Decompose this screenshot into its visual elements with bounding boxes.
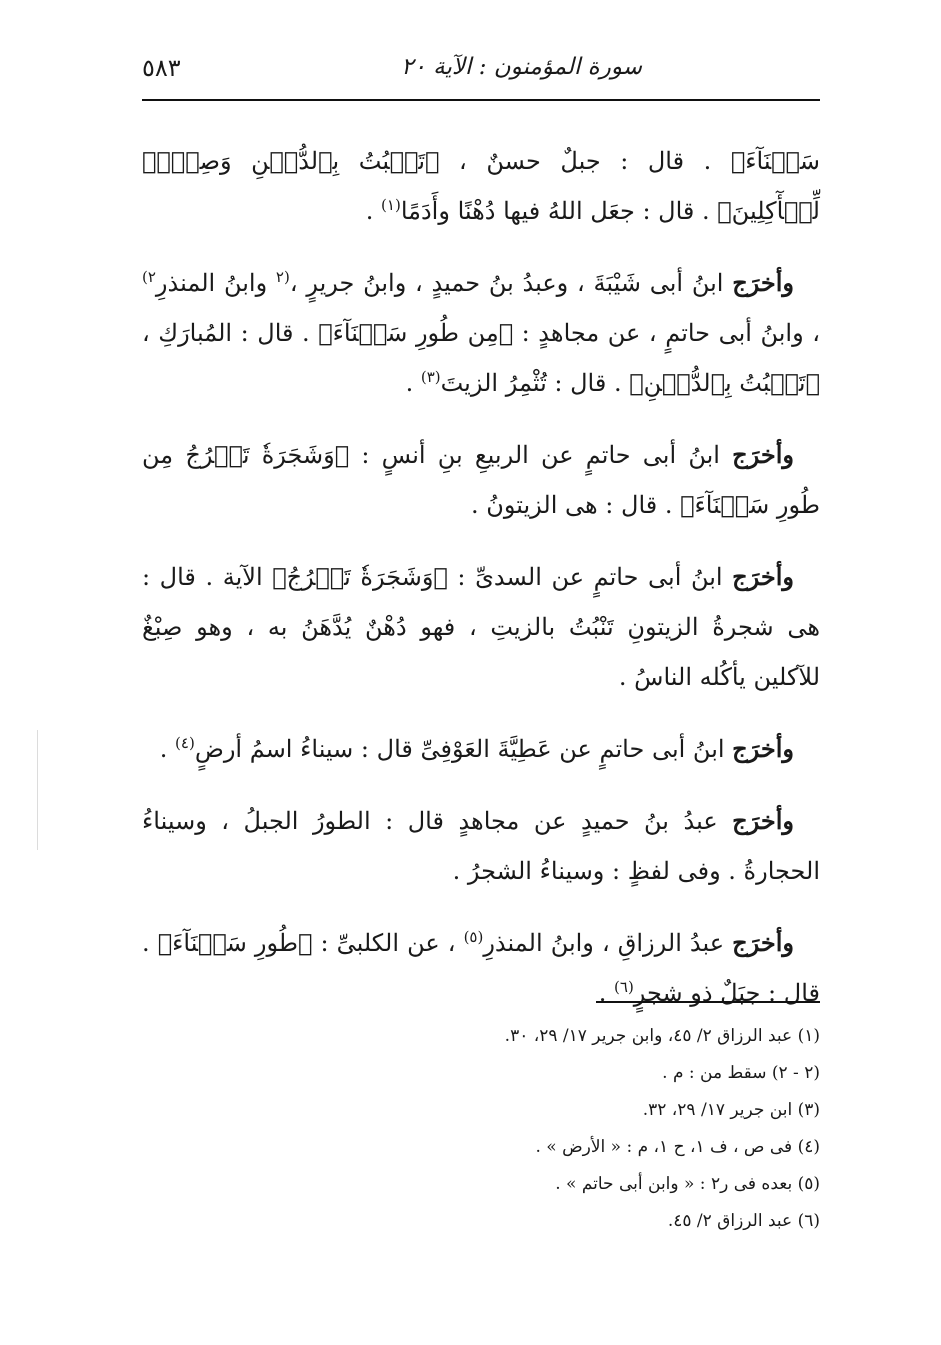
paragraph-4 [142, 552, 820, 702]
footnote-ref[interactable]: (٦) [614, 978, 634, 996]
paragraph-text: سَيۡنَآءَ﴾ . قال : جبلٌ حسنٌ ، ﴿تَنۢبُتُ بِٱلدُّهۡنِ وَصِبۡغٖ لِّلۡأٓكِلِينَ﴾ . قال : جعَل اللهُ فيها دُهْنًا وأَدَمًا [142, 147, 820, 225]
footnote-ref[interactable]: ٢) [142, 268, 156, 286]
paragraph-6 [142, 796, 820, 896]
page-number: ٥٨٣ [142, 54, 181, 82]
paragraph-lead: وأخرَج [732, 806, 794, 835]
header-divider [142, 99, 820, 101]
paragraph-text: . [598, 979, 615, 1007]
footnote-divider [596, 1001, 820, 1003]
paragraph-text: ابنُ أبى حاتمٍ عن الربيعِ بنِ أنسٍ : ﴿وَشَجَرَةٗ تَخۡرُجُ مِن طُورِ سَيۡنَآءَ﴾ . قال : هى الزيتونُ . [142, 441, 820, 519]
paragraph-text: ابنُ أبى شَيْبَةَ ، وعبدُ بنُ حميدٍ ، وابنُ جريرٍ ، [289, 269, 733, 297]
paragraph-text: ابنُ أبى حاتمٍ عن السدىِّ : ﴿وَشَجَرَةٗ تَخۡرُجُ﴾ الآية . قال : هى شجرةُ الزيتونِ تَنْبُتُ بالزيتِ ، فهو دُهْنٌ يُدَّهَنُ به ، وهو صِبْغٌ للآكلين يأكُله الناسُ . [142, 563, 820, 691]
paragraph-lead: وأخرَج [732, 928, 794, 957]
scan-margin-line [37, 730, 38, 850]
footnote-ref[interactable]: (٢ [275, 268, 290, 286]
paragraph-3 [142, 430, 820, 530]
footnote-4: (٤) فى ص ، ف ١، ح ١، م : « الأرض » . [535, 1137, 820, 1157]
footnote-ref[interactable]: (٣) [420, 368, 441, 386]
footnote-ref[interactable]: (٥) [463, 928, 484, 946]
footnote-ref[interactable]: (٤) [175, 734, 195, 752]
footnote-2: (٢ - ٢) سقط من : م . [662, 1063, 820, 1083]
paragraph-lead: وأخرَج [732, 562, 794, 591]
paragraph-text: ، وابنُ أبى حاتمٍ ، عن مجاهدٍ : ﴿مِن طُورِ سَيۡنَآءَ﴾ . قال : المُبارَكِ ، ﴿تَنۢبُتُ بِٱلدُّهۡنِ﴾ . قال : تُثْمِرُ الزيتَ [142, 319, 820, 397]
paragraph-7 [142, 918, 820, 1018]
paragraph-lead: وأخرَج [732, 440, 794, 469]
header-title: سورة المؤمنون : الآية ٢٠ [401, 54, 642, 80]
paragraph-2 [142, 258, 820, 408]
footnote-5: (٥) بعده فى ر٢ : « وابن أبى حاتم » . [555, 1174, 820, 1194]
paragraph-text: . [405, 369, 421, 397]
footnote-6: (٦) عبد الرزاق ٢/ ٤٥. [667, 1211, 820, 1231]
footnote-1: (١) عبد الرزاق ٢/ ٤٥، وابن جرير ١٧/ ٢٩، ٣٠. [504, 1026, 820, 1046]
footnote-3: (٣) ابن جرير ١٧/ ٢٩، ٣٢. [642, 1100, 820, 1120]
paragraph-text: ابنُ أبى حاتمٍ عن عَطِيَّةَ العَوْفِىِّ قال : سيناءُ اسمُ أرضٍ [194, 735, 733, 763]
paragraph-text: عبدُ بنُ حميدٍ عن مجاهدٍ قال : الطورُ الجبلُ ، وسيناءُ الحجارةُ . وفى لفظٍ : وسيناءُ الشجرُ . [142, 807, 820, 885]
paragraph-1 [142, 136, 820, 236]
footnote-ref[interactable]: (١) [381, 196, 401, 214]
paragraph-lead: وأخرَج [732, 268, 795, 297]
paragraph-text: . [159, 735, 176, 763]
paragraph-text: ، عن الكلبىِّ : ﴿طُورِ سَيۡنَآءَ﴾ . قال : جبَلٌ ذو شجرٍ [142, 929, 820, 1007]
paragraph-text: وابنُ المنذرِ [155, 269, 276, 297]
running-header [142, 52, 822, 96]
paragraph-text: عبدُ الرزاقِ ، وابنُ المنذرِ [483, 929, 733, 957]
paragraph-text: . [365, 197, 382, 225]
main-text [142, 136, 820, 1040]
footnotes [260, 1018, 820, 1240]
paragraph-5 [142, 724, 820, 774]
paragraph-lead: وأخرَج [732, 734, 794, 763]
